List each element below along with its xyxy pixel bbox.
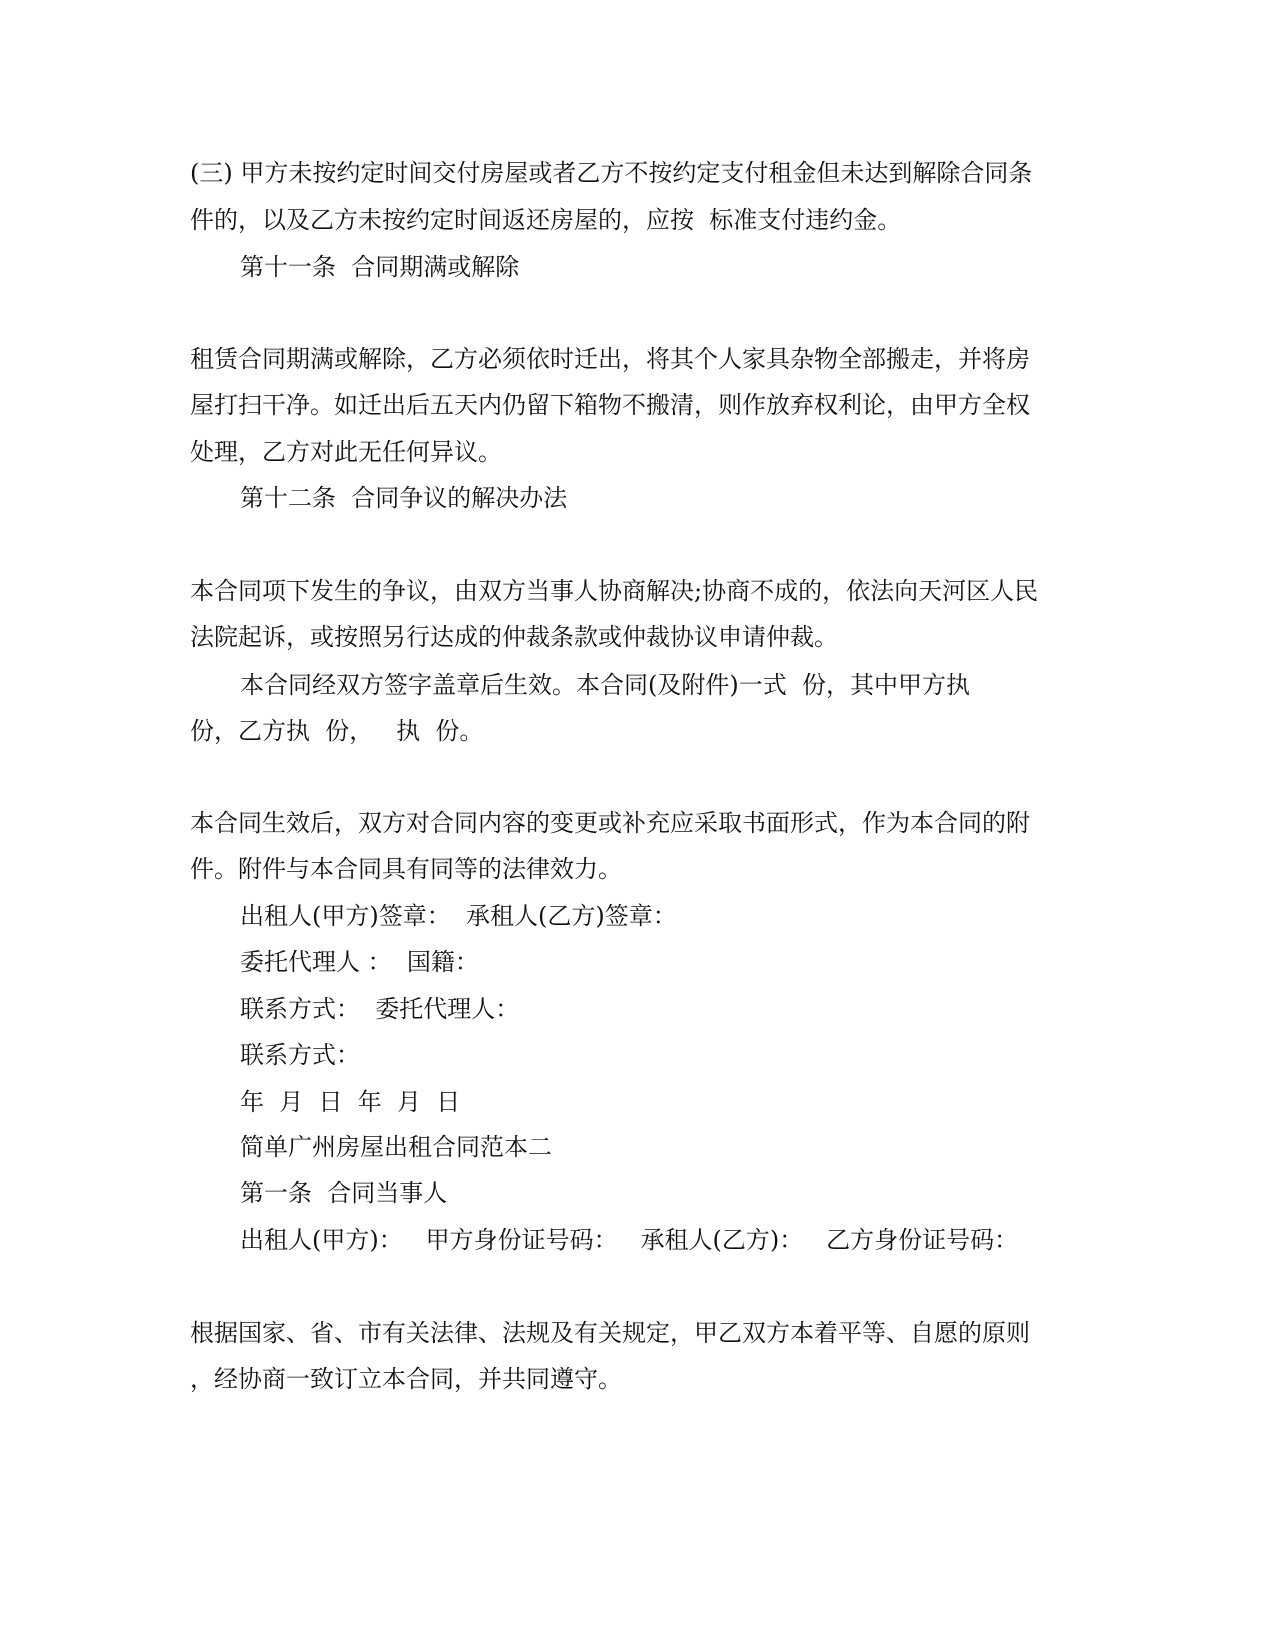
contact-line: 联系方式： xyxy=(240,1041,360,1069)
text-line: 处理，乙方对此无任何异议。 xyxy=(190,438,502,466)
text-line: 件的，以及乙方未按约定时间返还房屋的，应按 标准支付违约金。 xyxy=(190,206,902,234)
text-line: 本合同经双方签字盖章后生效。本合同(及附件)一式 份，其中甲方执 xyxy=(240,671,970,699)
section-heading-article-1: 第一条 合同当事人 xyxy=(240,1179,448,1207)
agent-line: 委托代理人 ： 国籍： xyxy=(240,948,479,976)
contact-line: 联系方式： 委托代理人： xyxy=(240,995,520,1023)
text-line: 屋打扫干净。如迁出后五天内仍留下箱物不搬清，则作放弃权利论，由甲方全权 xyxy=(190,391,1030,419)
text-line: 法院起诉，或按照另行达成的仲裁条款或仲裁协议申请仲裁。 xyxy=(190,623,838,651)
text-line: 份，乙方执 份， 执 份。 xyxy=(190,717,484,745)
text-line: 租赁合同期满或解除，乙方必须依时迁出，将其个人家具杂物全部搬走，并将房 xyxy=(190,345,1030,373)
section-heading-article-11: 第十一条 合同期满或解除 xyxy=(240,253,520,281)
text-line: 根据国家、省、市有关法律、法规及有关规定，甲乙双方本着平等、自愿的原则 xyxy=(190,1319,1030,1347)
parties-line: 出租人(甲方)： 甲方身份证号码： 承租人(乙方)： 乙方身份证号码： xyxy=(240,1226,1019,1254)
date-line: 年 月 日 年 月 日 xyxy=(240,1088,461,1116)
section-heading-article-12: 第十二条 合同争议的解决办法 xyxy=(240,484,568,512)
text-line: 本合同生效后，双方对合同内容的变更或补充应采取书面形式，作为本合同的附 xyxy=(190,809,1030,837)
document-title-2: 简单广州房屋出租合同范本二 xyxy=(240,1133,552,1161)
text-line: 件。附件与本合同具有同等的法律效力。 xyxy=(190,855,622,883)
text-line: 本合同项下发生的争议，由双方当事人协商解决;协商不成的，依法向天河区人民 xyxy=(190,577,1039,605)
text-line-clause-3: (三) 甲方未按约定时间交付房屋或者乙方不按约定支付租金但未达到解除合同条 xyxy=(190,159,1033,187)
text-line: ，经协商一致订立本合同，并共同遵守。 xyxy=(190,1365,622,1393)
signature-line: 出租人(甲方)签章： 承租人(乙方)签章： xyxy=(240,902,677,930)
